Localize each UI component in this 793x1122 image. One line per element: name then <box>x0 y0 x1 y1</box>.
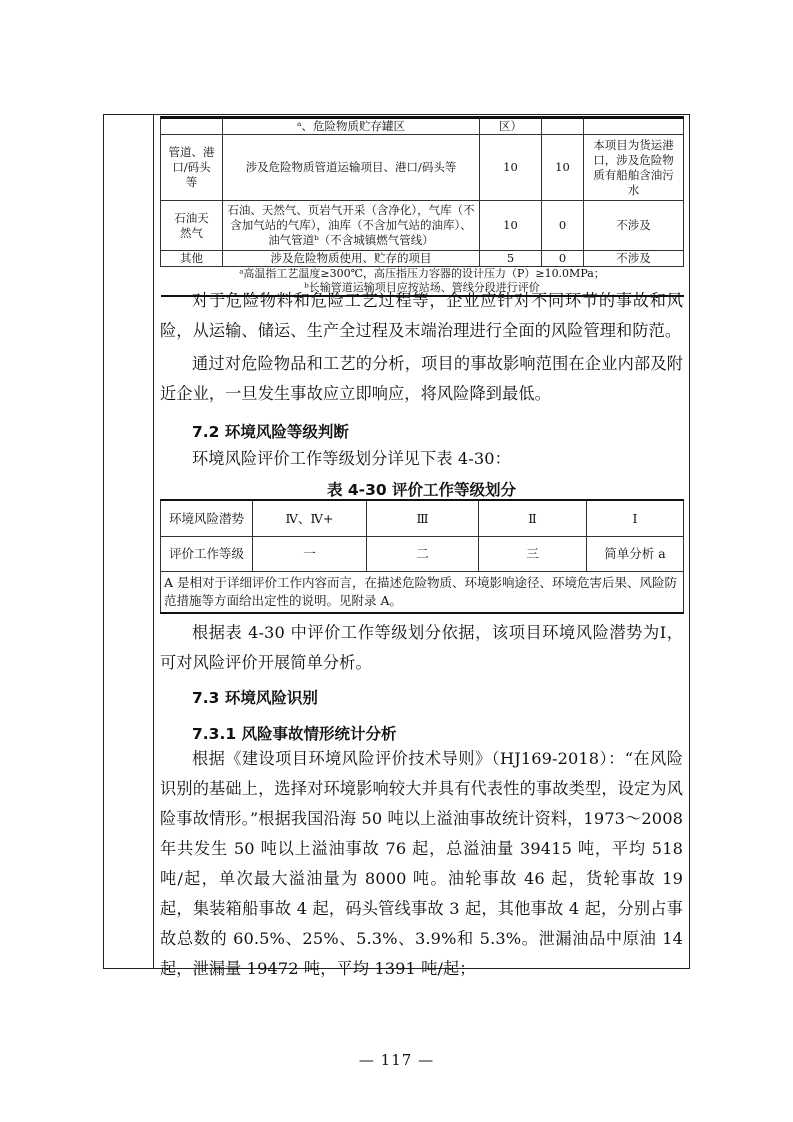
paragraph-level-intro: 环境风险评价工作等级划分详见下表 4-30： <box>192 449 511 468</box>
table-note-a: ᵃ高温指工艺温度≥300℃，高压指压力容器的设计压力（P）≥10.0MPa； <box>239 267 605 280</box>
risk-category-table <box>160 116 684 297</box>
value-cell: 0 <box>542 251 584 267</box>
table-cell: Ⅱ <box>479 500 587 536</box>
remark-cell <box>584 118 684 135</box>
table-row <box>161 500 684 536</box>
table-cell: Ⅲ <box>367 500 479 536</box>
description-cell: 涉及危险物质使用、贮存的项目 <box>223 251 480 267</box>
score-cell: 区） <box>480 118 542 135</box>
category-cell: 管道、港口/码头等 <box>161 135 223 201</box>
table-note-b: ᵇ长输管道运输项目应按站场、管线分段进行评价 <box>304 281 540 294</box>
remark-cell: 不涉及 <box>584 251 684 267</box>
table-footnote: A 是相对于详细评价工作内容而言，在描述危险物质、环境影响途径、环境危害后果、风险防范措施等方面给出定性的说明。见附录 A。 <box>161 571 684 613</box>
frame-column-divider <box>153 114 154 969</box>
remark-cell: 本项目为货运港口，涉及危险物质有船舶含油污水 <box>584 135 684 201</box>
table-cell: 一 <box>253 536 367 571</box>
description-cell: ᵃ、危险物质贮存罐区 <box>223 118 480 135</box>
table-cell: 二 <box>367 536 479 571</box>
table-cell: Ⅳ、Ⅳ+ <box>253 500 367 536</box>
remark-cell: 不涉及 <box>584 201 684 251</box>
value-cell: 10 <box>542 135 584 201</box>
assessment-level-table <box>160 499 684 614</box>
table-footnote-row <box>161 571 684 613</box>
table-cell: 三 <box>479 536 587 571</box>
section-heading-7-2: 7.2 环境风险等级判断 <box>192 423 349 441</box>
value-cell <box>542 118 584 135</box>
table-row <box>161 135 684 201</box>
paragraph-risk-management: 对于危险物料和危险工艺过程等，企业应针对不同环节的事故和风险，从运输、储运、生产全过程及末端治理进行全面的风险管理和防范。 <box>160 291 683 340</box>
table-row <box>161 201 684 251</box>
paragraph-impact-scope: 通过对危险物品和工艺的分析，项目的事故影响范围在企业内部及附近企业，一旦发生事故应立即响应，将风险降到最低。 <box>160 354 683 403</box>
row-label: 环境风险潜势 <box>161 500 253 536</box>
description-cell: 石油、天然气、页岩气开采（含净化），气库（不含加气站的气库），油库（不含加气站的油库）、油气管道ᵇ（不含城镇燃气管线） <box>223 201 480 251</box>
score-cell: 10 <box>480 201 542 251</box>
category-cell: 石油天然气 <box>161 201 223 251</box>
row-label: 评价工作等级 <box>161 536 253 571</box>
table-row <box>161 536 684 571</box>
paragraph-level-conclusion: 根据表 4-30 中评价工作等级划分依据，该项目环境风险潜势为Ⅰ，可对风险评价开展简单分析。 <box>160 623 683 672</box>
score-cell: 5 <box>480 251 542 267</box>
section-heading-7-3: 7.3 环境风险识别 <box>192 689 318 707</box>
value-cell: 0 <box>542 201 584 251</box>
score-cell: 10 <box>480 135 542 201</box>
category-cell <box>161 118 223 135</box>
description-cell: 涉及危险物质管道运输项目、港口/码头等 <box>223 135 480 201</box>
section-heading-7-3-1: 7.3.1 风险事故情形统计分析 <box>192 725 397 743</box>
category-cell: 其他 <box>161 251 223 267</box>
table-caption: 表 4-30 评价工作等级划分 <box>326 481 517 499</box>
table-row <box>161 251 684 267</box>
page-number: — 117 — <box>358 1051 435 1069</box>
paragraph-accident-statistics: 根据《建设项目环境风险评价技术导则》（HJ169-2018）：“在风险识别的基础上，选择对环境影响较大并具有代表性的事故类型，设定为风险事故情形。”根据我国沿海 50 吨以上溢油事故统计资料，1973～2008 年共发生 50 吨以上溢油事故 76 起，总溢油量 39415 吨，平均 518 吨/起，单次最大溢油量为 8000 吨。油轮事故 46 起，货轮事故 19 起，集装箱船事故 4 起，码头管线事故 3 起，其他事故 4 起，分别占事故总数的 60.5%、25%、5.3%、3.9%和 5.3%。泄漏油品中原油 14 起，泄漏量 19472 吨，平均 1391 吨/起； <box>160 749 683 978</box>
table-row <box>161 118 684 135</box>
table-cell: 简单分析 a <box>587 536 684 571</box>
table-cell: Ⅰ <box>587 500 684 536</box>
